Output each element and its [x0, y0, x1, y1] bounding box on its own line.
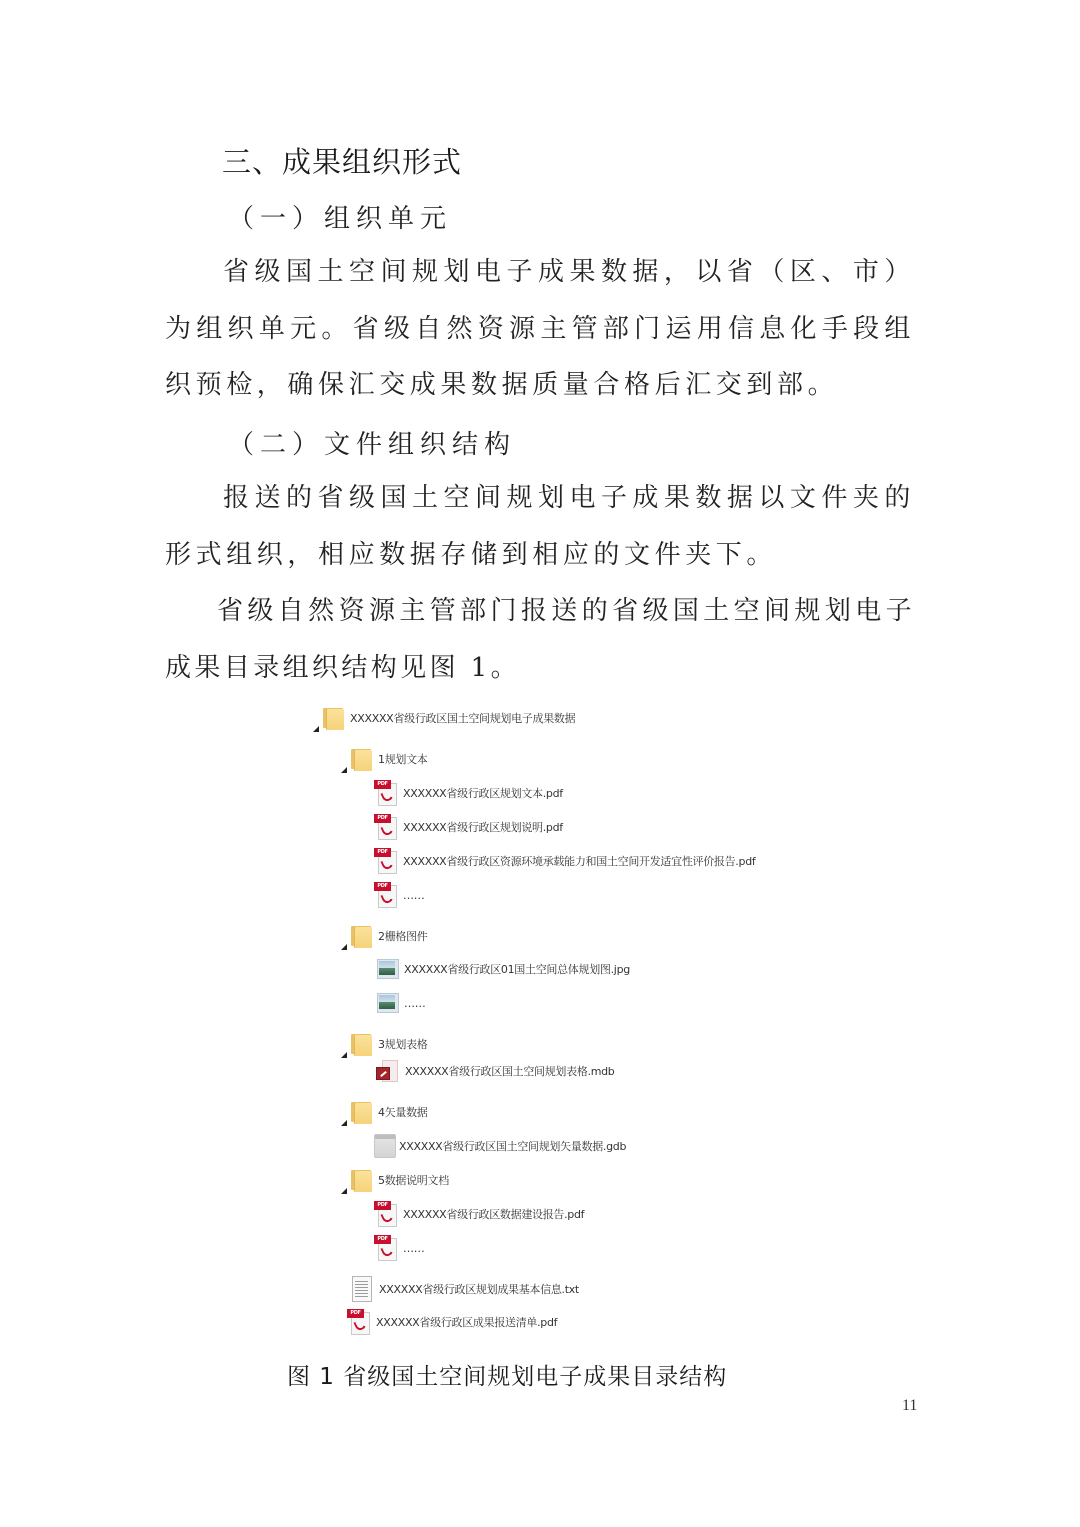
tree-item-file[interactable]	[374, 814, 563, 840]
image-file-icon	[377, 993, 399, 1013]
expand-arrow-icon[interactable]	[341, 1188, 347, 1194]
tree-item-label: XXXXXX省级行政区规划文本.pdf	[403, 787, 563, 800]
pdf-file-icon: PDF	[374, 848, 398, 874]
tree-item-label: 2栅格图件	[378, 930, 428, 943]
tree-item-folder-vector-data[interactable]	[349, 1100, 428, 1124]
tree-item-label: XXXXXX省级行政区国土空间规划电子成果数据	[350, 712, 576, 725]
expand-arrow-icon[interactable]	[341, 944, 347, 950]
paragraph-figure-reference: 省级自然资源主管部门报送的省级国土空间规划电子成果目录组织结构见图 1。	[165, 596, 915, 683]
folder-icon	[349, 1100, 373, 1124]
tree-item-file[interactable]	[377, 993, 425, 1013]
tree-item-label: XXXXXX省级行政区01国土空间总体规划图.jpg	[404, 963, 630, 976]
tree-item-label: ……	[403, 888, 425, 902]
tree-item-folder-data-docs[interactable]	[349, 1168, 449, 1192]
tree-item-label: XXXXXX省级行政区规划说明.pdf	[403, 821, 563, 834]
access-database-icon	[376, 1060, 400, 1082]
tree-item-label: 1规划文本	[378, 753, 428, 766]
tree-item-file[interactable]	[377, 959, 630, 979]
folder-icon	[349, 1032, 373, 1056]
geodatabase-icon	[374, 1134, 396, 1158]
tree-item-file[interactable]	[374, 1235, 424, 1261]
paragraph-file-structure: 报送的省级国土空间规划电子成果数据以文件夹的形式组织，相应数据存储到相应的文件夹下。	[165, 483, 915, 570]
tree-item-file[interactable]	[376, 1060, 615, 1082]
page-number: 11	[902, 1397, 918, 1414]
pdf-file-icon: PDF	[374, 814, 398, 840]
tree-item-label: XXXXXX省级行政区资源环境承载能力和国土空间开发适宜性评价报告.pdf	[403, 855, 756, 868]
expand-arrow-icon[interactable]	[341, 1052, 347, 1058]
tree-item-folder-raster-maps[interactable]	[349, 924, 428, 948]
folder-icon	[349, 747, 373, 771]
folder-icon	[349, 924, 373, 948]
tree-item-file[interactable]	[374, 848, 755, 874]
tree-item-label: XXXXXX省级行政区成果报送清单.pdf	[376, 1316, 558, 1329]
paragraph-organization-unit: 省级国土空间规划电子成果数据，以省（区、市）为组织单元。省级自然资源主管部门运用信息化手段组织预检，确保汇交成果数据质量合格后汇交到部。	[165, 257, 915, 400]
tree-item-file[interactable]	[374, 780, 563, 806]
tree-item-file[interactable]	[352, 1276, 579, 1302]
folder-icon	[321, 706, 345, 730]
tree-item-label: 4矢量数据	[378, 1106, 428, 1119]
expand-arrow-icon[interactable]	[341, 1120, 347, 1126]
expand-arrow-icon[interactable]	[341, 767, 347, 773]
tree-item-label: XXXXXX省级行政区国土空间规划表格.mdb	[405, 1065, 615, 1078]
expand-arrow-icon[interactable]	[313, 726, 319, 732]
pdf-file-icon: PDF	[347, 1309, 371, 1335]
subsection-heading-file-structure: （二）文件组织结构	[228, 430, 517, 460]
image-file-icon	[377, 959, 399, 979]
tree-item-label: XXXXXX省级行政区规划成果基本信息.txt	[379, 1283, 579, 1296]
text-file-icon	[352, 1276, 372, 1302]
folder-icon	[349, 1168, 373, 1192]
tree-item-label: ……	[403, 1241, 425, 1255]
tree-item-label: 5数据说明文档	[378, 1174, 449, 1187]
tree-item-file[interactable]	[374, 1134, 626, 1158]
tree-item-label: ……	[404, 996, 426, 1010]
tree-item-label: 3规划表格	[378, 1038, 428, 1051]
tree-item-label: XXXXXX省级行政区国土空间规划矢量数据.gdb	[399, 1140, 627, 1153]
subsection-heading-organization-unit: （一）组织单元	[228, 204, 453, 234]
tree-item-root-folder[interactable]	[321, 706, 575, 730]
pdf-file-icon: PDF	[374, 1235, 398, 1261]
tree-item-file[interactable]	[374, 882, 424, 908]
tree-item-folder-planning-tables[interactable]	[349, 1032, 428, 1056]
tree-item-label: XXXXXX省级行政区数据建设报告.pdf	[403, 1208, 585, 1221]
pdf-file-icon: PDF	[374, 780, 398, 806]
tree-item-file[interactable]	[347, 1309, 557, 1335]
tree-item-file[interactable]	[374, 1201, 584, 1227]
section-heading: 三、成果组织形式	[222, 145, 463, 179]
tree-item-folder-planning-text[interactable]	[349, 747, 428, 771]
figure-caption: 图 1 省级国土空间规划电子成果目录结构	[287, 1364, 728, 1390]
pdf-file-icon: PDF	[374, 882, 398, 908]
pdf-file-icon: PDF	[374, 1201, 398, 1227]
